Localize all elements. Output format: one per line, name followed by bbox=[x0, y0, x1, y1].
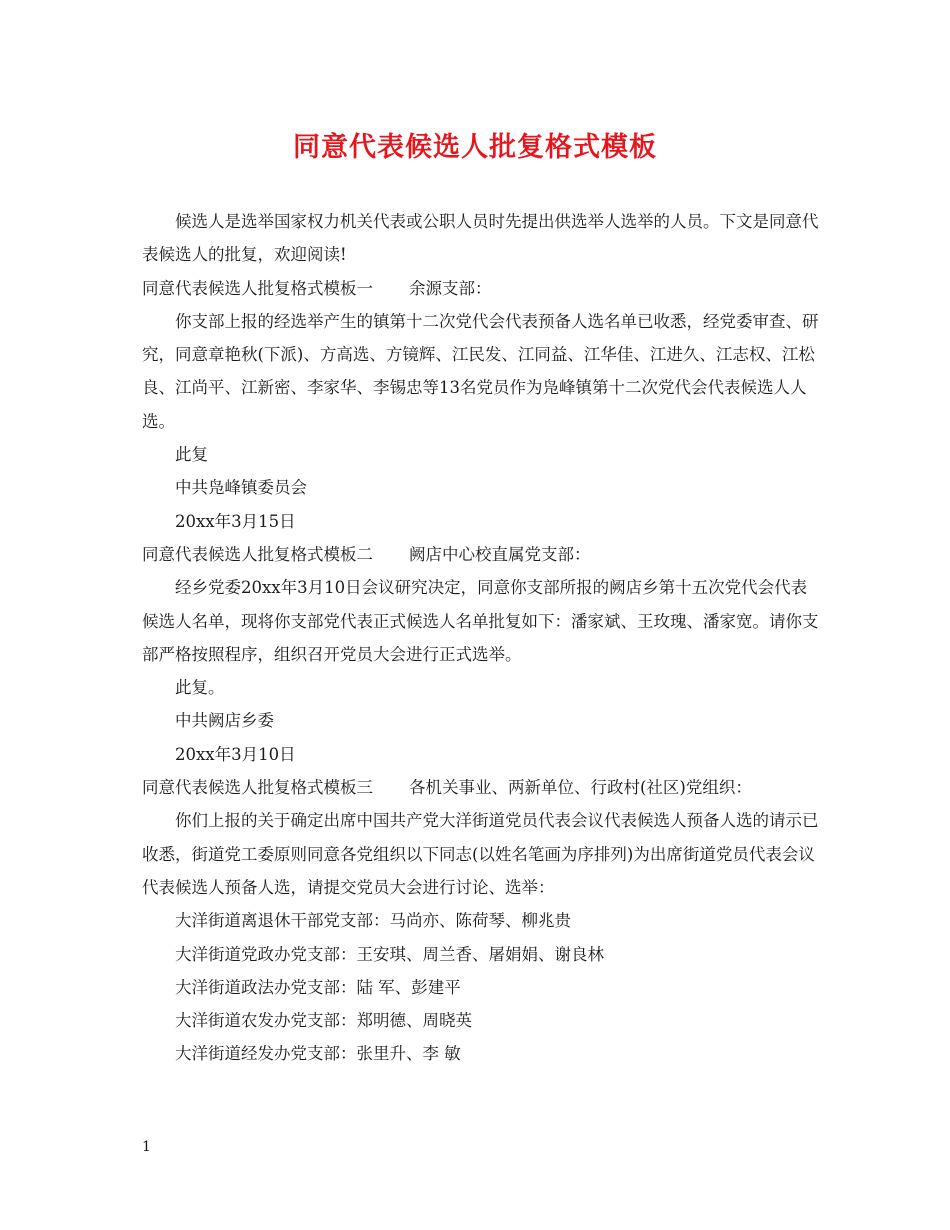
branch-line: 大洋街道党政办党支部：王安琪、周兰香、屠娟娟、谢良林 bbox=[175, 944, 604, 964]
template2-date: 20xx年3月10日 bbox=[175, 744, 296, 764]
branch-line: 大洋街道农发办党支部：郑明德、周晓英 bbox=[175, 1011, 472, 1031]
template3-heading: 同意代表候选人批复格式模板三 bbox=[142, 778, 373, 798]
template1-body: 你支部上报的经选举产生的镇第十二次党代会代表预备人选名单已收悉，经党委审查、研究，同意章艳秋(下派)、方高选、方镜辉、江民发、江同益、江华佳、江进久、江志权、江松良、江尚平、江新密、李家华、李锡忠等13名党员作为凫峰镇第十二次党代会代表候选人人选。 bbox=[142, 311, 819, 431]
template3-body: 你们上报的关于确定出席中国共产党大洋街道党员代表会议代表候选人预备人选的请示已收悉，街道党工委原则同意各党组织以下同志(以姓名笔画为序排列)为出席街道党员代表会议代表候选人预备人选，请提交党员大会进行讨论、选举： bbox=[142, 811, 819, 897]
template2-closing: 此复。 bbox=[175, 678, 225, 698]
branch-line: 大洋街道经发办党支部：张里升、李 敏 bbox=[175, 1044, 461, 1064]
document-title: 同意代表候选人批复格式模板 bbox=[293, 132, 657, 163]
template1-date: 20xx年3月15日 bbox=[175, 511, 296, 531]
template1-heading: 同意代表候选人批复格式模板一 bbox=[142, 278, 373, 298]
document-body bbox=[142, 205, 822, 1071]
template3-recipient: 各机关事业、两新单位、行政村(社区)党组织： bbox=[409, 778, 752, 798]
template1-heading-line bbox=[142, 272, 822, 305]
template1-recipient: 余源支部： bbox=[409, 278, 492, 298]
template3-heading-line bbox=[142, 771, 822, 804]
template2-body: 经乡党委20xx年3月10日会议研究决定，同意你支部所报的阙店乡第十五次党代会代表候选人名单，现将你支部党代表正式候选人名单批复如下：潘家斌、王玫瑰、潘家宽。请你支部严格按照程序，组织召开党员大会进行正式选举。 bbox=[142, 578, 819, 664]
branch-line: 大洋街道政法办党支部：陆 军、彭建平 bbox=[175, 977, 461, 997]
template2-heading-line bbox=[142, 538, 822, 571]
page-number: 1 bbox=[142, 1139, 151, 1155]
template2-signature: 中共阙店乡委 bbox=[175, 711, 274, 731]
intro-paragraph: 候选人是选举国家权力机关代表或公职人员时先提出供选举人选举的人员。下文是同意代表候选人的批复，欢迎阅读! bbox=[142, 212, 819, 265]
branch-line: 大洋街道离退休干部党支部：马尚亦、陈荷琴、柳兆贵 bbox=[175, 911, 571, 931]
template2-recipient: 阙店中心校直属党支部： bbox=[409, 544, 591, 564]
template1-signature: 中共凫峰镇委员会 bbox=[175, 478, 307, 498]
template2-heading: 同意代表候选人批复格式模板二 bbox=[142, 544, 373, 564]
template1-closing: 此复 bbox=[175, 445, 208, 465]
